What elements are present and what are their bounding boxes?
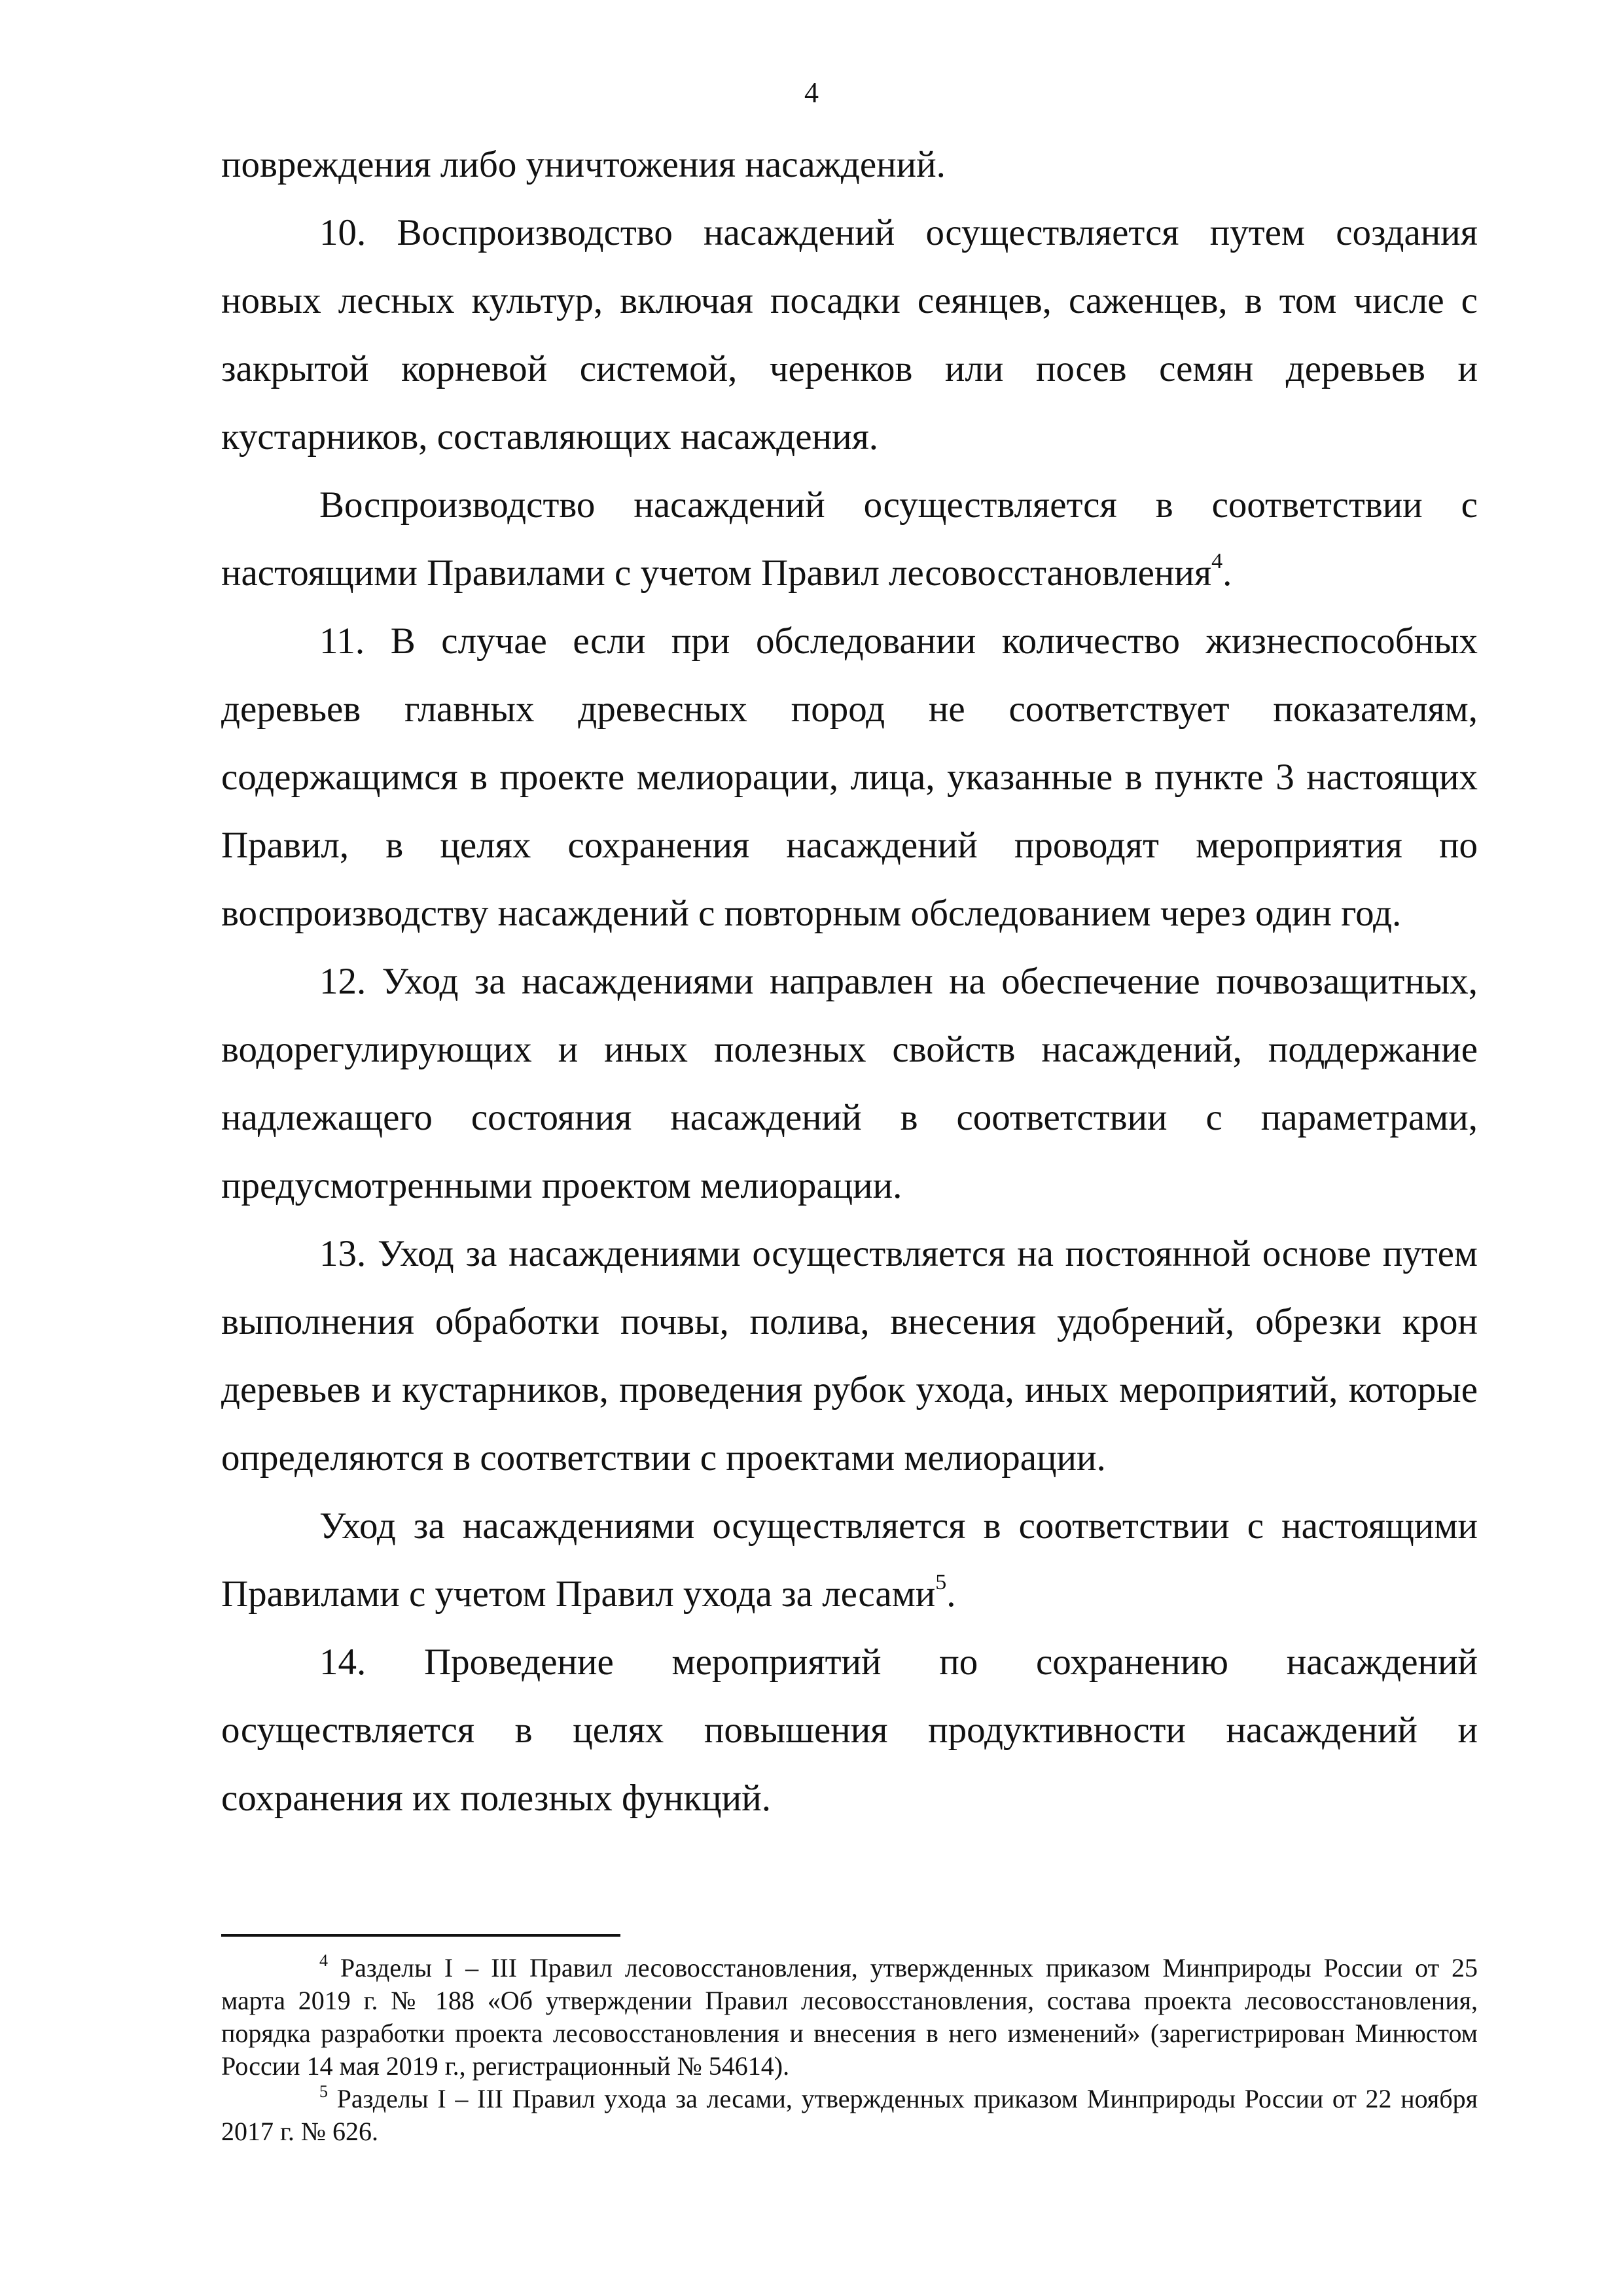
paragraph-end: .: [946, 1573, 956, 1615]
paragraph-13-care: [221, 1492, 1478, 1628]
footnote-ref-5[interactable]: 5: [935, 1570, 947, 1594]
paragraph-text: Уход за насаждениями осуществляется в соответствии с настоящими Правилами с учетом Правил ухода за лесами: [221, 1505, 1478, 1615]
footnote-mark: 4: [319, 1951, 328, 1970]
paragraph-continuation: повреждения либо уничтожения насаждений.: [221, 144, 946, 185]
paragraph-13: 13. Уход за насаждениями осуществляется на постоянной основе путем выполнения обработки почвы, полива, внесения удобрений, обрезки крон деревьев и кустарников, проведения рубок ухода, иных мероприятий, которые определяются в соответствии с проектами мелиорации.: [221, 1233, 1478, 1479]
paragraph-14: 14. Проведение мероприятий по сохранению насаждений осуществляется в целях повышения продуктивности насаждений и сохранения их полезных функций.: [221, 1641, 1478, 1819]
footnote-5: [221, 2083, 1478, 2148]
footnote-text: Разделы I – III Правил лесовосстановления, утвержденных приказом Минприроды России от 25 марта 2019 г. № 188 «Об утверждении Правил лесовосстановления, состава проекта лесовосстановления, порядка разработки проекта лесовосстановления и внесения в него изменений» (зарегистрирован Минюстом России 14 мая 2019 г., регистрационный № 54614).: [221, 1953, 1478, 2081]
page-number: 4: [804, 77, 819, 109]
footnote-text: Разделы I – III Правил ухода за лесами, утвержденных приказом Минприроды России от 22 ноября 2017 г. № 626.: [221, 2084, 1478, 2146]
paragraph-end: .: [1222, 552, 1232, 594]
paragraph-10-reproduction: [221, 471, 1478, 607]
paragraph-11: 11. В случае если при обследовании количество жизнеспособных деревьев главных древесных пород не соответствует показателям, содержащимся в проекте мелиорации, лица, указанные в пункте 3 настоящих Правил, в целях сохранения насаждений проводят мероприятия по воспроизводству насаждений с повторным обследованием через один год.: [221, 620, 1478, 934]
footnote-4: [221, 1952, 1478, 2083]
footnote-divider: [221, 1934, 620, 1937]
footnote-ref-4[interactable]: 4: [1211, 549, 1223, 573]
document-body: [221, 131, 1478, 1833]
footnote-mark: 5: [319, 2082, 328, 2101]
paragraph-text: Воспроизводство насаждений осуществляется в соответствии с настоящими Правилами с учетом Правил лесовосстановления: [221, 484, 1478, 594]
paragraph-10: 10. Воспроизводство насаждений осуществляется путем создания новых лесных культур, включая посадки сеянцев, саженцев, в том числе с закрытой корневой системой, черенков или посев семян деревьев и кустарников, составляющих насаждения.: [221, 212, 1478, 457]
paragraph-12: 12. Уход за насаждениями направлен на обеспечение почвозащитных, водорегулирующих и иных полезных свойств насаждений, поддержание надлежащего состояния насаждений в соответствии с параметрами, предусмотренными проектом мелиорации.: [221, 961, 1478, 1206]
footnotes: [221, 1952, 1478, 2148]
